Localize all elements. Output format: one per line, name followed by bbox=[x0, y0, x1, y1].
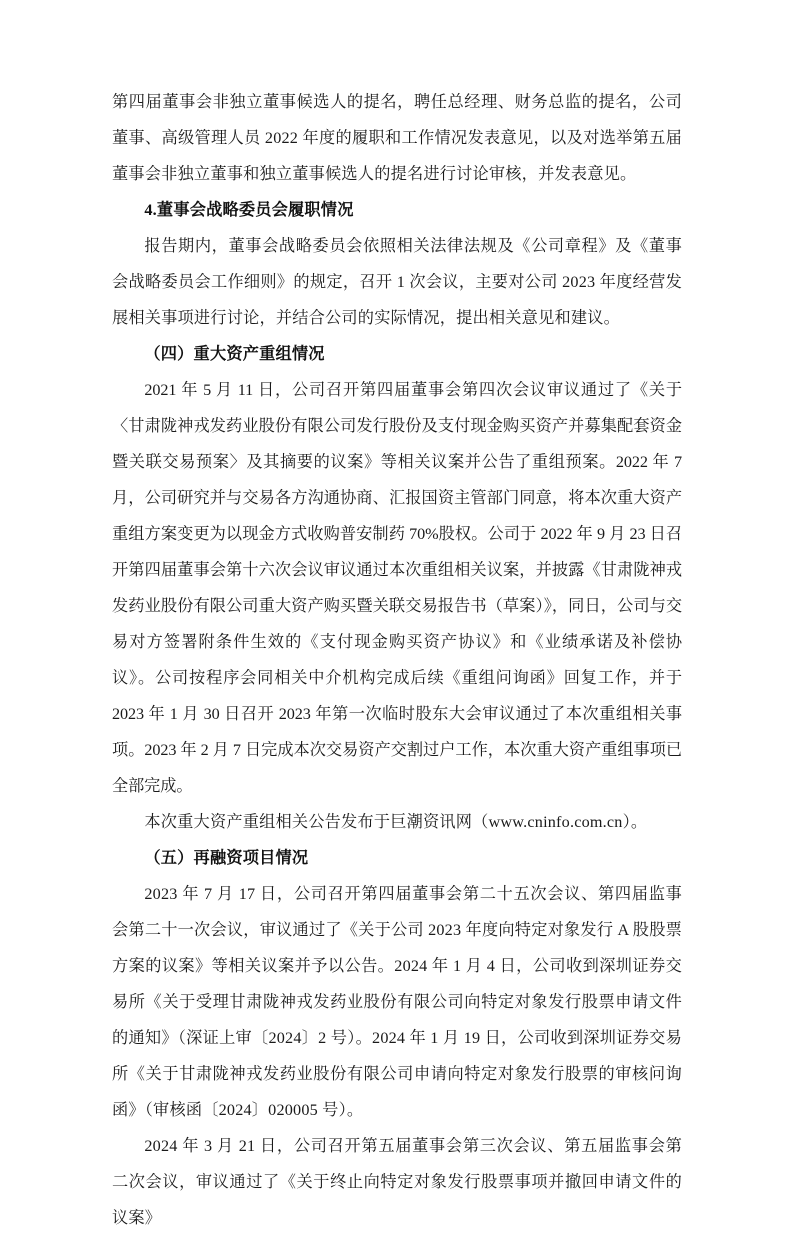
section-heading-refinancing: （五）再融资项目情况 bbox=[144, 849, 309, 867]
paragraph-disclosure-website: 本次重大资产重组相关公告发布于巨潮资讯网（www.cninfo.com.cn）。 bbox=[144, 813, 648, 831]
paragraph-refinancing-termination: 2024 年 3 月 21 日，公司召开第五届董事会第三次会议、第五届监事会第二次会议，审议通过了《关于终止向特定对象发行股票事项并撤回申请文件的议案》 bbox=[112, 1137, 682, 1227]
paragraph-continuation: 第四届董事会非独立董事候选人的提名，聘任总经理、财务总监的提名，公司董事、高级管理人员 2022 年度的履职和工作情况发表意见，以及对选举第五届董事会非独立董事和独立董事候选人的提名进行讨论审核，并发表意见。 bbox=[112, 93, 682, 183]
paragraph-asset-restructuring: 2021 年 5 月 11 日，公司召开第四届董事会第四次会议审议通过了《关于〈甘肃陇神戎发药业股份有限公司发行股份及支付现金购买资产并募集配套资金暨关联交易预案〉及其摘要的议案》等相关议案并公告了重组预案。2022 年 7 月，公司研究并与交易各方沟通协商、汇报国资主管部门同意，将本次重大资产重组方案变更为以现金方式收购普安制药 70%股权。公司于 2022 年 9 月 23 日召开第四届董事会第十六次会议审议通过本次重组相关议案，并披露《甘肃陇神戎发药业股份有限公司重大资产购买暨关联交易报告书（草案）》，同日，公司与交易对方签署附条件生效的《支付现金购买资产协议》和《业绩承诺及补偿协议》。公司按程序会同相关中介机构完成后续《重组问询函》回复工作，并于 2023 年 1 月 30 日召开 2023 年第一次临时股东大会审议通过了本次重组相关事项。2023 年 2 月 7 日完成本次交易资产交割过户工作，本次重大资产重组事项已全部完成。 bbox=[112, 381, 682, 795]
paragraph-strategy-committee: 报告期内，董事会战略委员会依照相关法律法规及《公司章程》及《董事会战略委员会工作细则》的规定，召开 1 次会议，主要对公司 2023 年度经营发展相关事项进行讨论，并结合公司的实际情况，提出相关意见和建议。 bbox=[112, 237, 682, 327]
section-heading-asset-restructuring: （四）重大资产重组情况 bbox=[144, 345, 325, 363]
section-heading-strategy-committee: 4.董事会战略委员会履职情况 bbox=[144, 201, 354, 219]
paragraph-refinancing-history: 2023 年 7 月 17 日，公司召开第四届董事会第二十五次会议、第四届监事会第二十一次会议，审议通过了《关于公司 2023 年度向特定对象发行 A 股股票方案的议案》等相关议案并予以公告。2024 年 1 月 4 日，公司收到深圳证券交易所《关于受理甘肃陇神戎发药业股份有限公司向特定对象发行股票申请文件的通知》（深证上审〔2024〕2 号）。2024 年 1 月 19 日，公司收到深圳证券交易所《关于甘肃陇神戎发药业股份有限公司申请向特定对象发行股票的审核问询函》（审核函〔2024〕020005 号）。 bbox=[112, 885, 682, 1119]
page-content bbox=[112, 84, 682, 1236]
